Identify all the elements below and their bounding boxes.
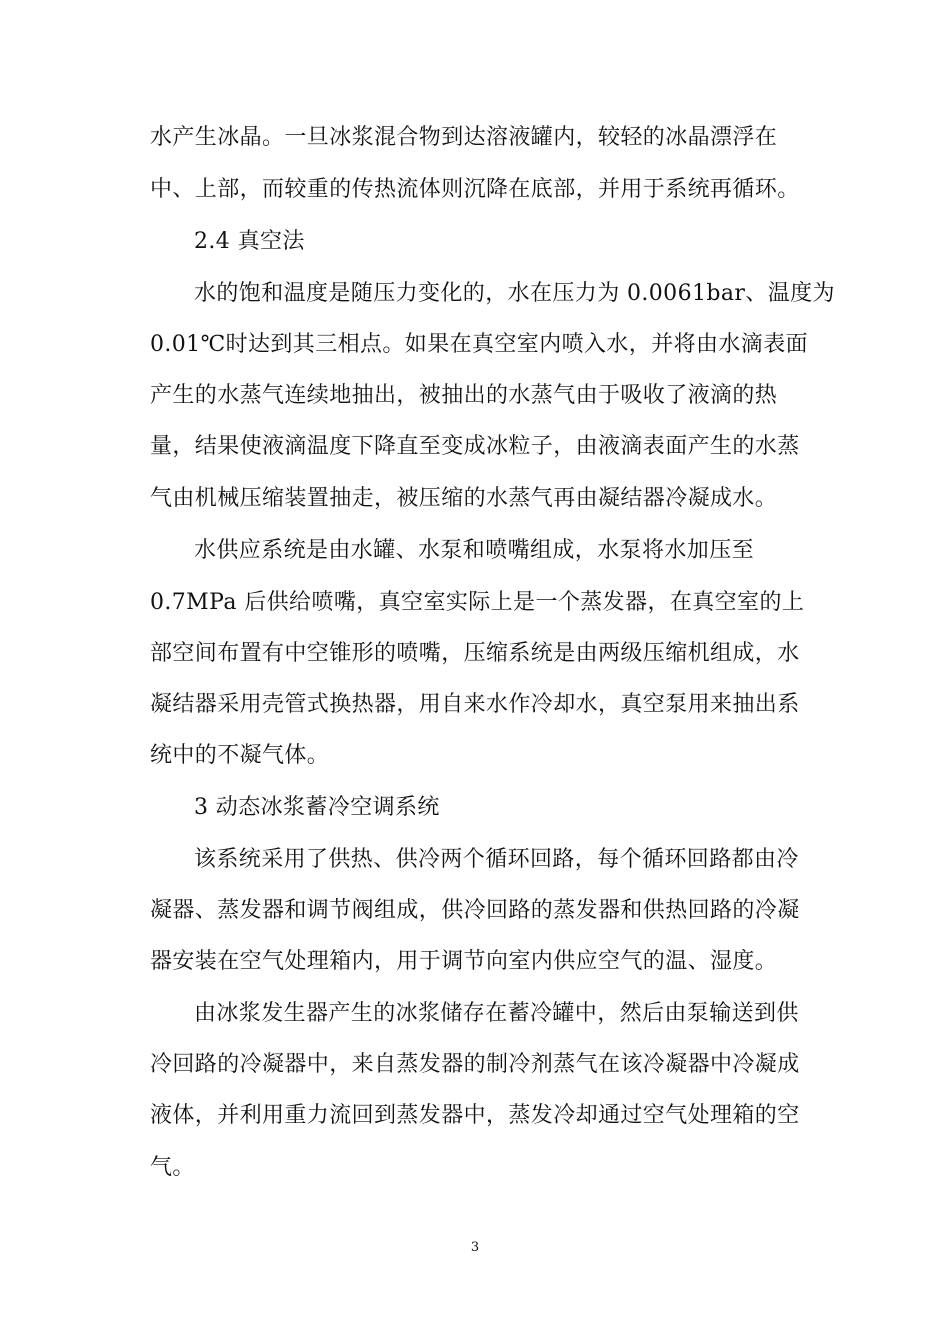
text-line: 凝结器采用壳管式换热器，用自来水作冷却水，真空泵用来抽出系 xyxy=(150,692,800,717)
text-line: 部空间布置有中空锥形的喷嘴，压缩系统是由两级压缩机组成，水 xyxy=(150,641,800,666)
text-line: 水供应系统是由水罐、水泵和喷嘴组成，水泵将水加压至 xyxy=(194,538,755,563)
text-line: 0.7MPa 后供给喷嘴，真空室实际上是一个蒸发器，在真空室的上 xyxy=(150,590,805,615)
text-line: 器安装在空气处理箱内，用于调节向室内供应空气的温、湿度。 xyxy=(150,949,778,974)
text-line: 冷回路的冷凝器中，来自蒸发器的制冷剂蒸气在该冷凝器中冷凝成 xyxy=(150,1052,800,1077)
text-line: 水的饱和温度是随压力变化的，水在压力为 0.0061bar、温度为 xyxy=(194,281,835,306)
text-line: 气由机械压缩装置抽走，被压缩的水蒸气再由凝结器冷凝成水。 xyxy=(150,486,778,511)
text-line: 中、上部，而较重的传热流体则沉降在底部，并用于系统再循环。 xyxy=(150,177,800,202)
text-line: 由冰浆发生器产生的冰浆储存在蓄冷罐中，然后由泵输送到供 xyxy=(194,1001,799,1026)
text-line: 液体，并利用重力流回到蒸发器中，蒸发冷却通过空气处理箱的空 xyxy=(150,1103,800,1128)
page-number: 3 xyxy=(470,1240,480,1255)
text-line: 凝器、蒸发器和调节阀组成，供冷回路的蒸发器和供热回路的冷凝 xyxy=(150,898,800,923)
text-line: 0.01℃时达到其三相点。如果在真空室内喷入水，并将由水滴表面 xyxy=(150,332,808,357)
text-line: 产生的水蒸气连续地抽出，被抽出的水蒸气由于吸收了液滴的热 xyxy=(150,383,778,408)
section-heading: 3 动态冰浆蓄冷空调系统 xyxy=(194,795,440,820)
section-heading: 2.4 真空法 xyxy=(194,229,305,254)
text-line: 气。 xyxy=(150,1155,195,1180)
text-line: 该系统采用了供热、供冷两个循环回路，每个循环回路都由冷 xyxy=(194,847,799,872)
text-line: 量，结果使液滴温度下降直至变成冰粒子，由液滴表面产生的水蒸 xyxy=(150,434,800,459)
text-line: 水产生冰晶。一旦冰浆混合物到达溶液罐内，较轻的冰晶漂浮在 xyxy=(150,125,778,150)
text-line: 统中的不凝气体。 xyxy=(150,743,330,768)
